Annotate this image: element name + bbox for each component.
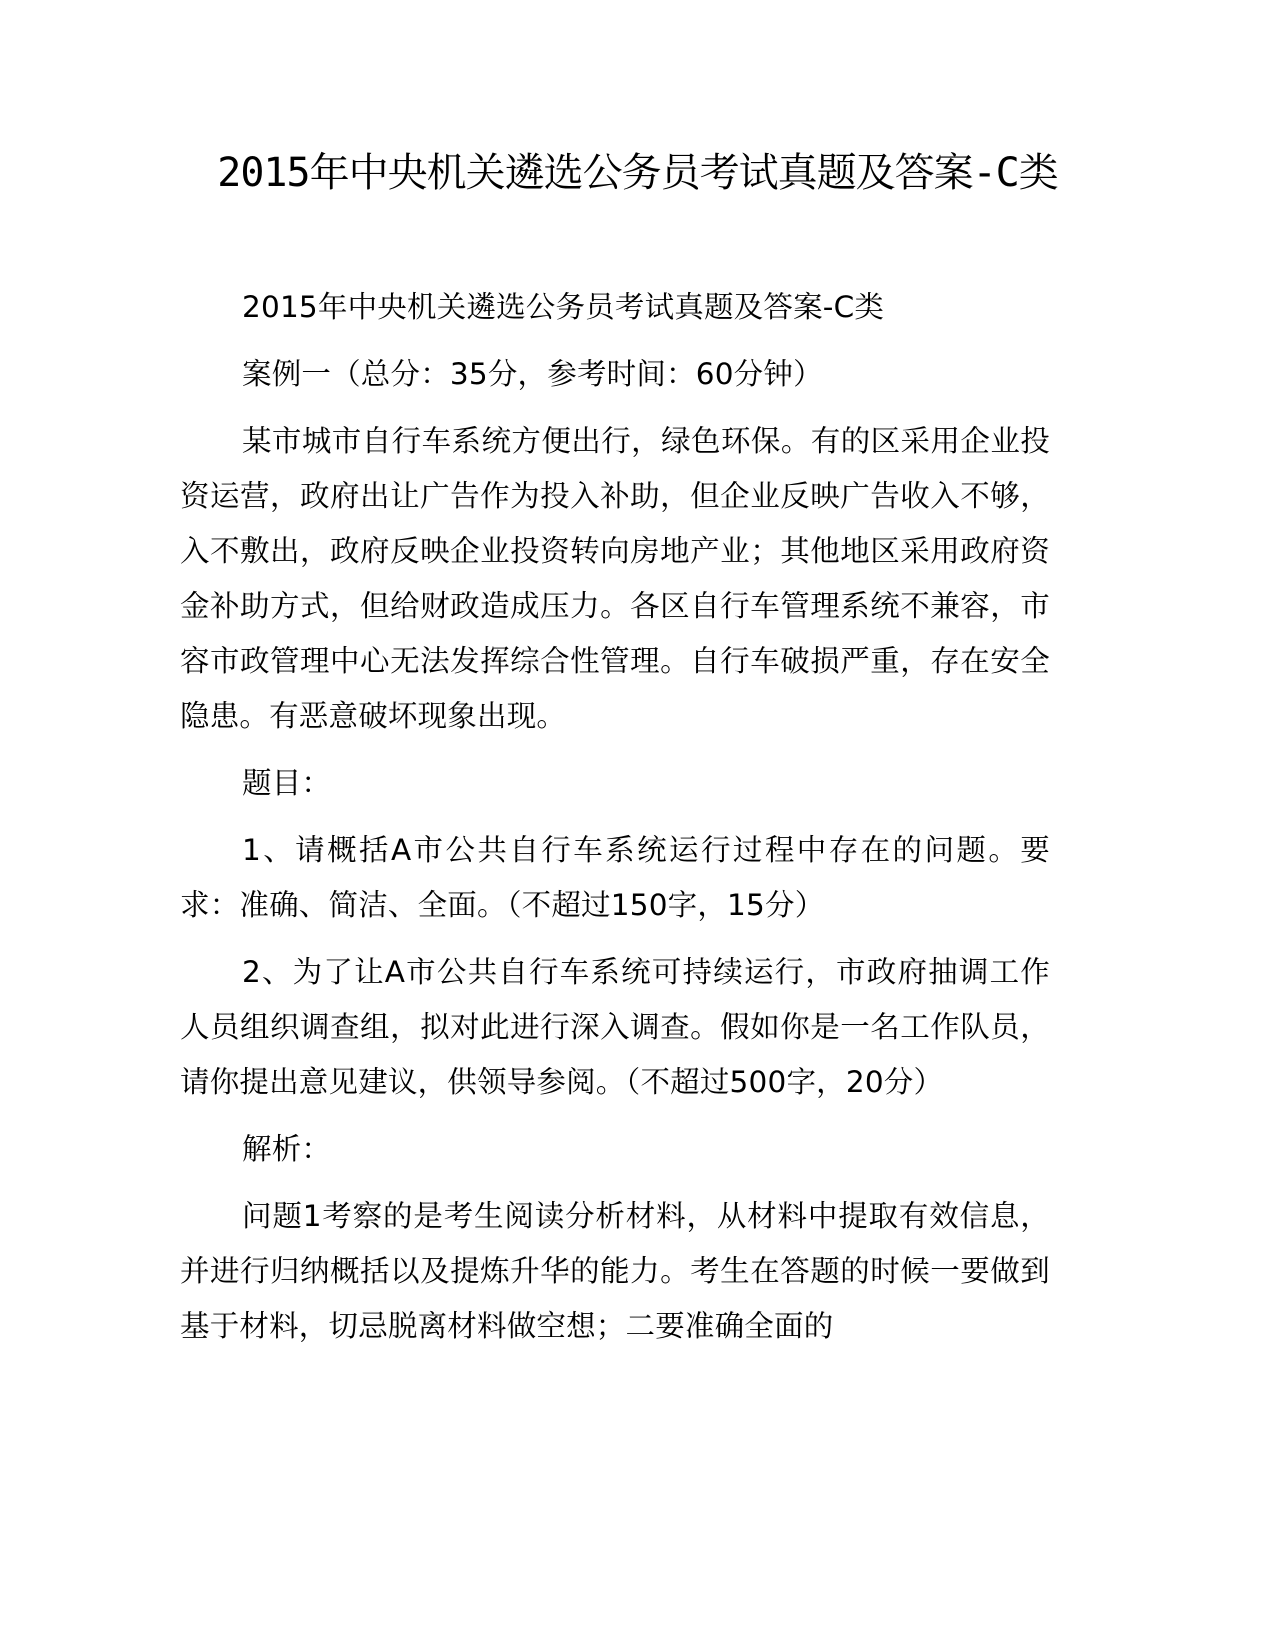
analysis-paragraph: 问题1考察的是考生阅读分析材料，从材料中提取有效信息，并进行归纳概括以及提炼升华的能力。考生在答题的时候一要做到基于材料，切忌脱离材料做空想；二要准确全面的 (180, 1199, 1050, 1343)
subtitle-paragraph: 2015年中央机关遴选公务员考试真题及答案-C类 (242, 290, 885, 324)
question-2-paragraph: 2、为了让A市公共自行车系统可持续运行，市政府抽调工作人员组织调查组，拟对此进行深入调查。假如你是一名工作队员，请你提出意见建议，供领导参阅。（不超过500字，20分） (180, 955, 1050, 1099)
questions-heading: 题目： (242, 766, 332, 800)
document-body (180, 280, 1050, 1366)
analysis-heading: 解析： (242, 1132, 332, 1166)
document-title: 2015年中央机关遴选公务员考试真题及答案-C类 (217, 150, 1058, 196)
case-material-paragraph: 某市城市自行车系统方便出行，绿色环保。有的区采用企业投资运营，政府出让广告作为投入补助，但企业反映广告收入不够，入不敷出，政府反映企业投资转向房地产业；其他地区采用政府资金补助方式，但给财政造成压力。各区自行车管理系统不兼容，市容市政管理中心无法发挥综合性管理。自行车破损严重，存在安全隐患。有恶意破坏现象出现。 (180, 424, 1050, 733)
question-1-paragraph: 1、请概括A市公共自行车系统运行过程中存在的问题。要求：准确、简洁、全面。（不超过150字，15分） (180, 833, 1050, 922)
case-heading-paragraph: 案例一（总分：35分，参考时间：60分钟） (242, 357, 823, 391)
